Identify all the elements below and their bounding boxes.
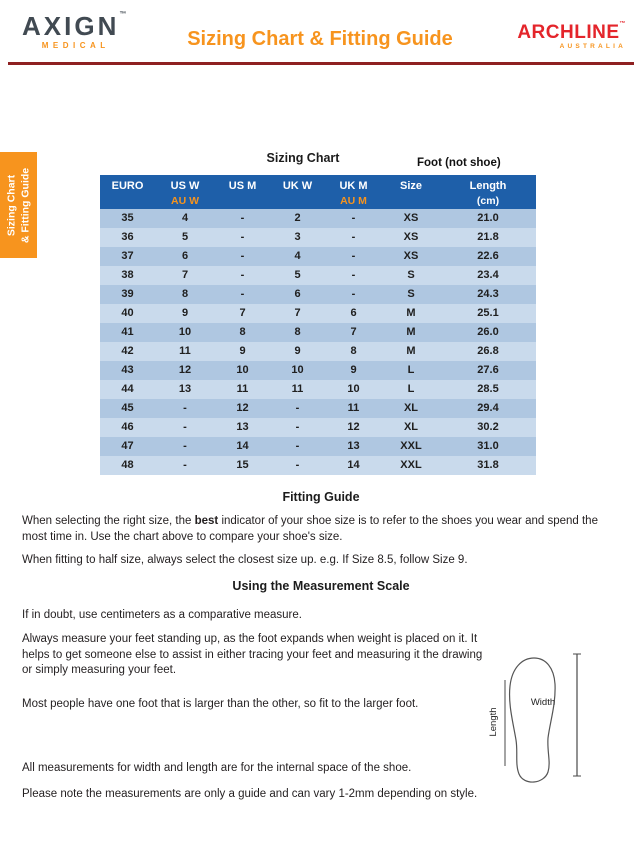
size-cell: -	[270, 418, 325, 437]
size-cell: -	[325, 209, 382, 228]
size-cell: -	[270, 437, 325, 456]
size-row	[100, 304, 536, 323]
size-cell: -	[325, 228, 382, 247]
size-row	[100, 285, 536, 304]
fitting-p1-before: When selecting the right size, the	[22, 515, 195, 527]
width-label: Width	[530, 697, 556, 708]
size-cell: 4	[155, 209, 215, 228]
size-cell: -	[270, 399, 325, 418]
size-cell: 36	[100, 228, 155, 247]
size-cell: 10	[155, 323, 215, 342]
size-cell: XL	[382, 399, 440, 418]
size-cell: 44	[100, 380, 155, 399]
size-row	[100, 209, 536, 228]
size-cell: 9	[215, 342, 270, 361]
size-cell: XS	[382, 228, 440, 247]
fitting-paragraph-1	[22, 514, 623, 545]
archline-wordmark: ARCHLINE	[517, 22, 620, 43]
column-header: US M	[215, 175, 270, 209]
size-cell: 37	[100, 247, 155, 266]
sizing-table-body	[100, 209, 536, 475]
size-cell: 39	[100, 285, 155, 304]
size-cell: 42	[100, 342, 155, 361]
axign-logo-text	[22, 13, 129, 39]
column-header: Length (cm)	[440, 175, 536, 209]
size-cell: 5	[155, 228, 215, 247]
size-cell: 14	[325, 456, 382, 475]
size-cell: 21.8	[440, 228, 536, 247]
size-cell: 46	[100, 418, 155, 437]
measurement-paragraph-4: All measurements for width and length are for the internal space of the shoe.	[22, 762, 412, 774]
size-cell: 48	[100, 456, 155, 475]
size-row	[100, 418, 536, 437]
size-cell: 14	[215, 437, 270, 456]
size-cell: 7	[325, 323, 382, 342]
fitting-p1-bold: best	[194, 515, 219, 527]
table-header-row	[100, 175, 536, 209]
column-header: EURO	[100, 175, 155, 209]
size-cell: 13	[155, 380, 215, 399]
size-cell: 6	[325, 304, 382, 323]
size-cell: -	[215, 228, 270, 247]
measurement-paragraph-3: Most people have one foot that is larger than the other, so fit to the larger foot.	[22, 698, 419, 710]
size-cell: L	[382, 361, 440, 380]
size-cell: 31.8	[440, 456, 536, 475]
size-cell: 28.5	[440, 380, 536, 399]
size-cell: L	[382, 380, 440, 399]
size-cell: -	[325, 266, 382, 285]
size-row	[100, 342, 536, 361]
sizing-chart-heading: Sizing Chart	[266, 151, 340, 165]
size-cell: -	[155, 456, 215, 475]
size-cell: XS	[382, 209, 440, 228]
size-cell: 22.6	[440, 247, 536, 266]
size-cell: -	[155, 399, 215, 418]
foot-diagram-svg	[488, 648, 592, 794]
side-tab-label	[0, 152, 37, 258]
measurement-heading: Using the Measurement Scale	[232, 579, 410, 593]
size-cell: 21.0	[440, 209, 536, 228]
size-cell: 13	[215, 418, 270, 437]
archline-logo	[517, 23, 626, 50]
size-cell: 8	[155, 285, 215, 304]
size-cell: 6	[270, 285, 325, 304]
size-cell: -	[325, 247, 382, 266]
fitting-paragraph-2: When fitting to half size, always select the closest size up. e.g. If Size 8.5, follow Size 9.	[22, 554, 468, 566]
size-cell: M	[382, 304, 440, 323]
size-cell: 29.4	[440, 399, 536, 418]
size-cell: 7	[215, 304, 270, 323]
side-tab	[0, 152, 37, 258]
size-cell: 4	[270, 247, 325, 266]
size-cell: 8	[215, 323, 270, 342]
column-header: US W AU W	[155, 175, 215, 209]
measurement-paragraph-5: Please note the measurements are only a guide and can vary 1-2mm depending on style.	[22, 788, 478, 800]
length-label: Length	[488, 707, 499, 737]
size-cell: XXL	[382, 437, 440, 456]
size-cell: 43	[100, 361, 155, 380]
size-row	[100, 323, 536, 342]
size-cell: 12	[215, 399, 270, 418]
size-cell: -	[215, 247, 270, 266]
size-row	[100, 247, 536, 266]
size-cell: S	[382, 266, 440, 285]
size-cell: 30.2	[440, 418, 536, 437]
size-cell: M	[382, 342, 440, 361]
size-cell: S	[382, 285, 440, 304]
size-cell: -	[215, 266, 270, 285]
foot-outline-drawing	[510, 658, 556, 782]
size-cell: 12	[155, 361, 215, 380]
size-cell: 11	[270, 380, 325, 399]
side-tab-line-1: Sizing Chart	[5, 174, 18, 236]
size-cell: 5	[270, 266, 325, 285]
size-cell: -	[215, 209, 270, 228]
axign-wordmark: AXIGN	[22, 11, 120, 41]
size-cell: XS	[382, 247, 440, 266]
size-cell: -	[155, 418, 215, 437]
side-tab-line-2: & Fitting Guide	[18, 167, 31, 243]
size-row	[100, 437, 536, 456]
size-cell: 10	[215, 361, 270, 380]
size-cell: 31.0	[440, 437, 536, 456]
size-row	[100, 266, 536, 285]
size-cell: 7	[155, 266, 215, 285]
foot-note-label: Foot (not shoe)	[417, 157, 501, 169]
size-cell: 40	[100, 304, 155, 323]
archline-trademark: ™	[619, 21, 626, 27]
axign-medical-label: MEDICAL	[41, 41, 110, 50]
size-cell: 12	[325, 418, 382, 437]
size-cell: -	[215, 285, 270, 304]
size-cell: 41	[100, 323, 155, 342]
size-cell: 9	[270, 342, 325, 361]
column-header: UK W	[270, 175, 325, 209]
size-cell: 11	[325, 399, 382, 418]
size-row	[100, 399, 536, 418]
size-cell: 6	[155, 247, 215, 266]
size-cell: -	[270, 456, 325, 475]
size-cell: -	[155, 437, 215, 456]
archline-logo-text	[517, 23, 626, 42]
size-cell: 8	[325, 342, 382, 361]
size-cell: 23.4	[440, 266, 536, 285]
size-cell: 35	[100, 209, 155, 228]
size-row	[100, 228, 536, 247]
size-row	[100, 380, 536, 399]
size-cell: 7	[270, 304, 325, 323]
size-cell: 9	[155, 304, 215, 323]
size-cell: 45	[100, 399, 155, 418]
size-cell: 9	[325, 361, 382, 380]
size-cell: XXL	[382, 456, 440, 475]
page-title: Sizing Chart & Fitting Guide	[187, 28, 453, 50]
foot-diagram	[488, 648, 592, 794]
fitting-p1-after: indicator of your shoe size is to refer to the shoes you wear and spend the most time in. Use the chart above to compare your shoe's size.	[22, 515, 598, 543]
size-cell: 11	[155, 342, 215, 361]
size-cell: -	[325, 285, 382, 304]
size-cell: XL	[382, 418, 440, 437]
size-cell: 24.3	[440, 285, 536, 304]
size-cell: 26.0	[440, 323, 536, 342]
column-header: Size	[382, 175, 440, 209]
size-cell: 47	[100, 437, 155, 456]
axign-trademark: ™	[119, 11, 130, 18]
size-cell: 10	[325, 380, 382, 399]
size-cell: 8	[270, 323, 325, 342]
sizing-table	[100, 175, 536, 475]
size-cell: 2	[270, 209, 325, 228]
fitting-guide-heading: Fitting Guide	[282, 490, 360, 504]
measurement-paragraph-1: If in doubt, use centimeters as a comparative measure.	[22, 609, 302, 621]
size-cell: 10	[270, 361, 325, 380]
size-cell: 15	[215, 456, 270, 475]
size-cell: 3	[270, 228, 325, 247]
size-cell: 11	[215, 380, 270, 399]
divider-rule	[8, 62, 634, 65]
size-cell: M	[382, 323, 440, 342]
measurement-paragraph-2: Always measure your feet standing up, as the foot expands when weight is placed on it. It helps to get someone else to assist in either tracing your feet and measuring it the drawing or simply measuring your feet.	[22, 633, 483, 677]
size-cell: 27.6	[440, 361, 536, 380]
column-header: UK M AU M	[325, 175, 382, 209]
archline-australia-label: AUSTRALIA	[559, 43, 626, 50]
size-cell: 26.8	[440, 342, 536, 361]
size-row	[100, 361, 536, 380]
size-row	[100, 456, 536, 475]
axign-logo	[22, 13, 129, 50]
size-cell: 13	[325, 437, 382, 456]
size-cell: 38	[100, 266, 155, 285]
size-cell: 25.1	[440, 304, 536, 323]
